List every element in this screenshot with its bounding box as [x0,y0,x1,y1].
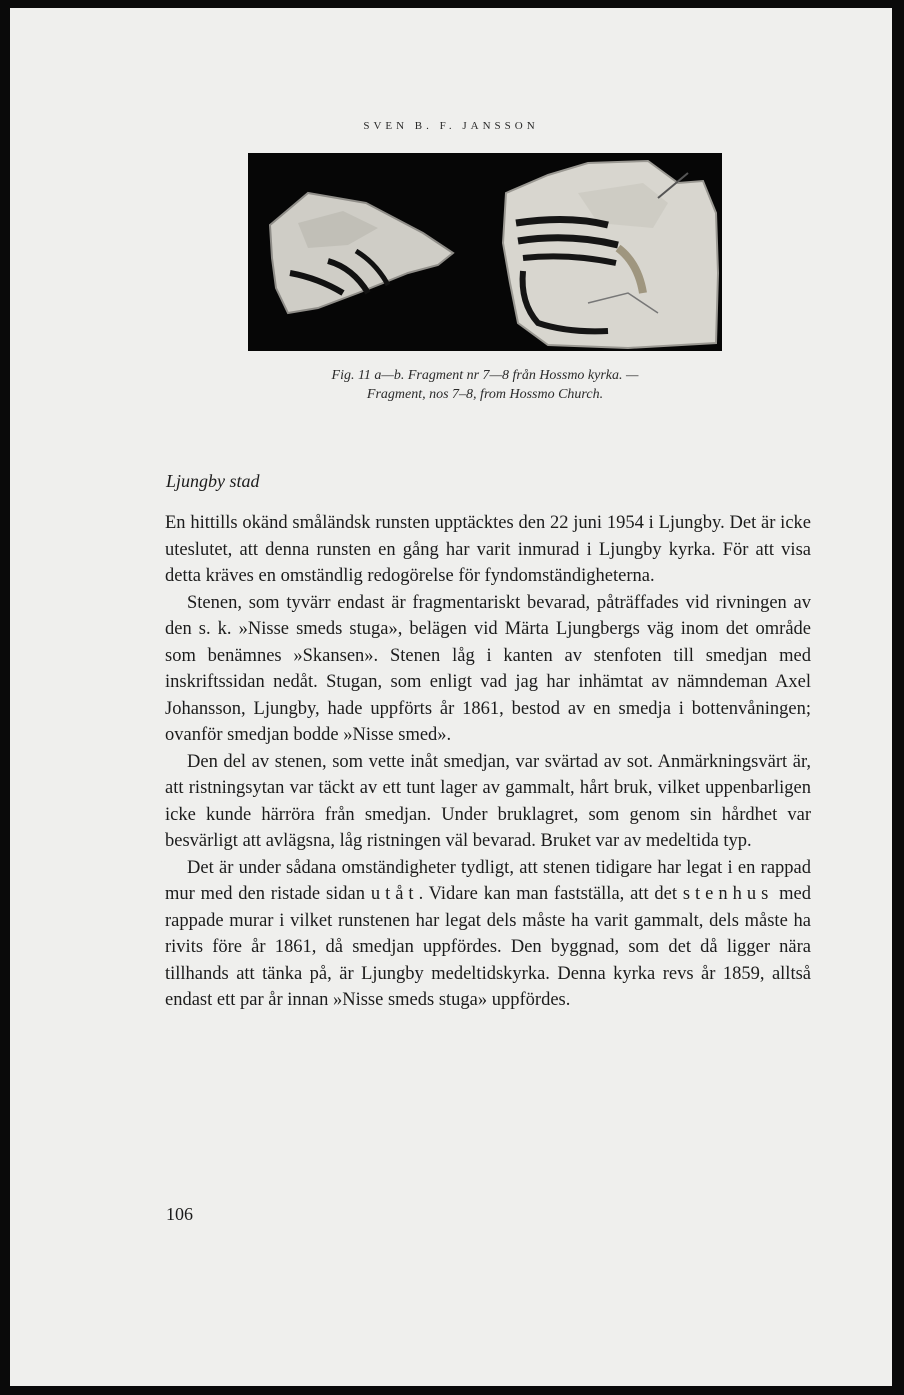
paragraph: Stenen, som tyvärr endast är fragmentariskt bevarad, påträffades vid rivningen av den s. k. »Nisse smeds stuga», belägen vid Märta Ljungbergs väg inom det område som benämnes »Skansen». Stenen låg i kanten av stenfoten till smedjan med inskriftssidan nedåt. Stugan, som enligt vad jag har inhämtat av nämndeman Axel Johansson, Ljungby, hade uppförts år 1861, bestod av en smedja i bottenvåningen; ovanför smedjan bodde »Nisse smed». [165,592,811,745]
figure-photo [248,153,722,351]
paragraph: En hittills okänd småländsk runsten upptäcktes den 22 juni 1954 i Ljungby. Det är icke uteslutet, att denna runsten en gång har varit inmurad i Ljungby kyrka. För att visa detta kräves en omständlig redogörelse för fyndomständigheterna. [165,513,811,586]
paragraph-text: Det är under sådana omständigheter tydligt, att stenen tidigare har legat i en rappad mur med den ristade sidan [165,857,811,904]
caption-english: Fragment, nos 7–8, from Hossmo Church. [366,387,604,402]
paragraph-text: med rappade murar i vilket runstenen har legat dels måste ha varit gammalt, dels måste ha rivits före år 1861, då smedjan uppfördes. Den byggnad, som det då ligger nära tillhands att tänka på, är Ljungby medeltidskyrka. Denna kyrka revs år 1859, alltså endast ett par år innan »Nisse smeds stuga» uppfördes. [165,884,811,1010]
paragraph-text: . Vidare kan man fastställa, att det [418,884,683,904]
page-number: 106 [166,1204,193,1224]
book-page [10,8,892,1386]
paragraph: Den del av stenen, som vette inåt smedjan, var svärtad av sot. Anmärkningsvärt är, att ristningsytan var täckt av ett tunt lager av gammalt, hårt bruk, vilket uppenbarligen icke kunde härröra från smedjan. Under bruklagret, som genom sin hårdhet var besvärligt att avlägsna, låg ristningen väl bevarad. Bruket var av medeltida typ. [165,751,811,851]
figure-caption [160,366,810,404]
section-heading: Ljungby stad [166,471,260,491]
body-text [165,510,811,1014]
emphasis-spaced: utåt [370,884,419,904]
runestone-fragments-image [248,153,722,351]
running-head: SVEN B. F. JANSSON [363,120,539,132]
caption-swedish: Fig. 11 a—b. Fragment nr 7—8 från Hossmo kyrka. — [331,368,639,383]
emphasis-spaced: stenhus [682,884,774,904]
paragraph [165,855,811,1014]
